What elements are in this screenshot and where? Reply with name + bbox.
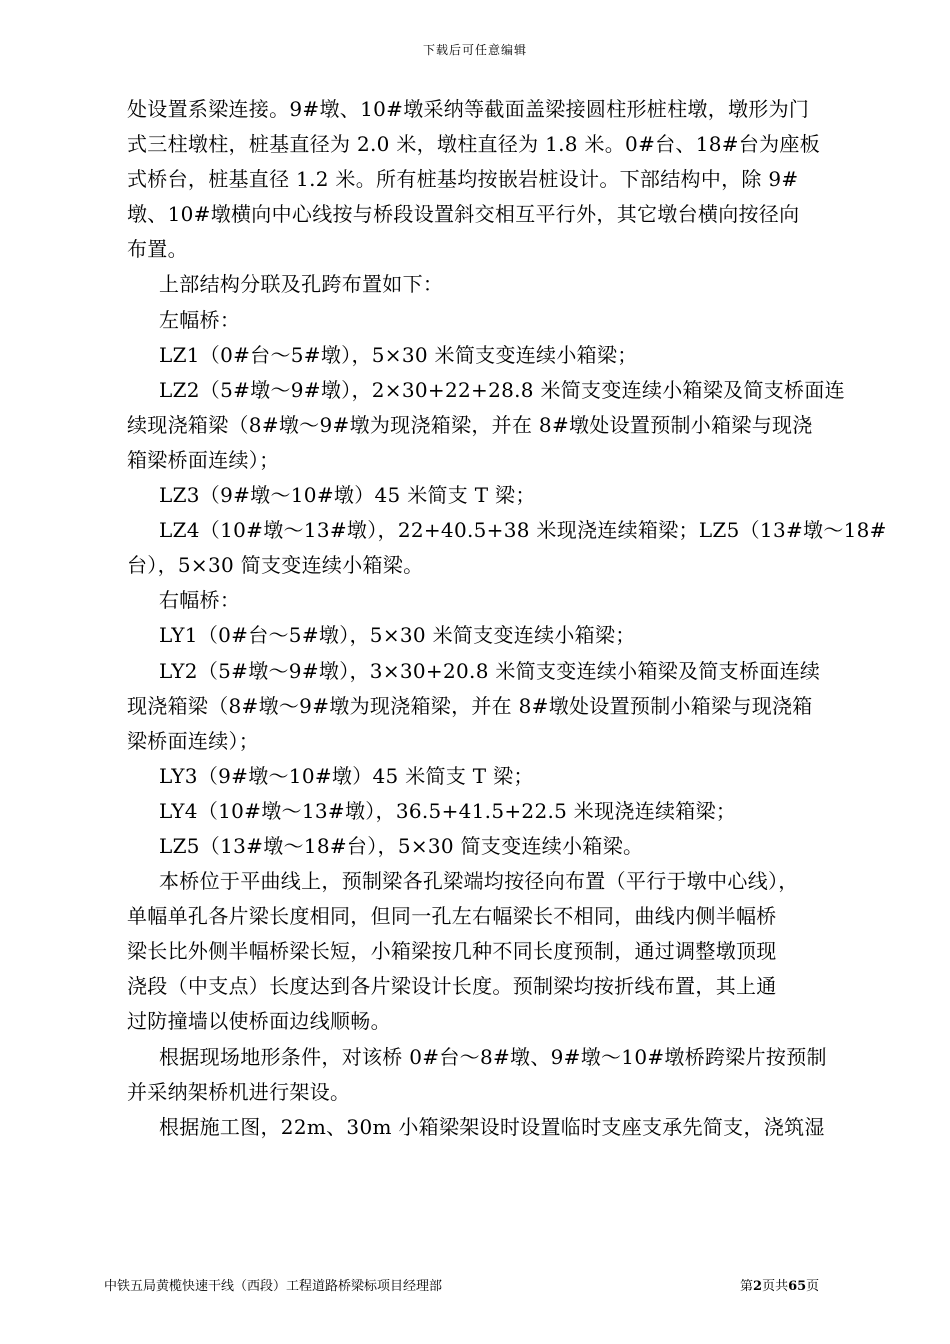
text-line: 本桥位于平曲线上，预制梁各孔梁端均按径向布置（平行于墩中心线）， <box>159 869 799 894</box>
text-line: LY3（9#墩～10#墩）45 米简支 T 梁； <box>159 763 534 788</box>
page-current: 2 <box>753 1279 763 1294</box>
text-line: 现浇箱梁（8#墩～9#墩为现浇箱梁，并在 8#墩处设置预制小箱梁与现浇箱 <box>127 693 813 718</box>
text-line: 上部结构分联及孔跨布置如下： <box>159 272 444 297</box>
text-line: 式三柱墩柱，桩基直径为 2.0 米，墩柱直径为 1.8 米。0#台、18#台为座板 <box>127 132 821 157</box>
text-line: 并采纳架桥机进行架设。 <box>127 1079 351 1104</box>
page-suffix: 页 <box>806 1279 820 1294</box>
text-line: 处设置系梁连接。9#墩、10#墩采纳等截面盖梁接圆柱形桩柱墩，墩形为门 <box>127 97 810 121</box>
text-line: 浇段（中支点）长度达到各片梁设计长度。预制梁均按折线布置，其上通 <box>127 974 777 999</box>
page-prefix: 第 <box>740 1279 754 1294</box>
text-line: 根据施工图，22m、30m 小箱梁架设时设置临时支座支承先简支，浇筑湿 <box>159 1114 825 1139</box>
page-total: 65 <box>788 1279 807 1294</box>
text-line: 左幅桥： <box>159 307 241 332</box>
text-line: LZ4（10#墩～13#墩），22+40.5+38 米现浇连续箱梁；LZ5（13#墩～18# <box>159 518 887 543</box>
text-line: 式桥台，桩基直径 1.2 米。所有桩基均按嵌岩桩设计。下部结构中，除 9# <box>127 167 799 192</box>
text-line: 布置。 <box>127 237 188 262</box>
page-header: 下载后可任意编辑 <box>422 43 527 57</box>
text-line: LZ3（9#墩～10#墩）45 米简支 T 梁； <box>159 483 536 508</box>
text-line: LZ2（5#墩～9#墩），2×30+22+28.8 米简支变连续小箱梁及简支桥面连 <box>159 377 845 402</box>
text-line: 梁桥面连续）； <box>127 728 260 753</box>
text-line: 根据现场地形条件，对该桥 0#台～8#墩、9#墩～10#墩桥跨梁片按预制 <box>159 1044 827 1069</box>
text-line: LY4（10#墩～13#墩），36.5+41.5+22.5 米现浇连续箱梁； <box>159 798 737 823</box>
footer-organization: 中铁五局黄榄快速干线（西段）工程道路桥梁标项目经理部 <box>104 1279 443 1294</box>
footer-page-number <box>740 1278 819 1296</box>
text-line: 墩、10#墩横向中心线按与桥段设置斜交相互平行外，其它墩台横向按径向 <box>127 202 800 227</box>
text-line: LY2（5#墩～9#墩），3×30+20.8 米简支变连续小箱梁及简支桥面连续 <box>159 658 821 683</box>
text-line: 过防撞墙以使桥面边线顺畅。 <box>127 1009 391 1034</box>
text-line: LZ1（0#台～5#墩），5×30 米简支变连续小箱梁； <box>159 342 638 367</box>
text-line: 梁长比外侧半幅桥梁长短，小箱梁按几种不同长度预制，通过调整墩顶现 <box>127 939 777 964</box>
text-line: 单幅单孔各片梁长度相同，但同一孔左右幅梁长不相同，曲线内侧半幅桥 <box>127 904 777 929</box>
document-body <box>127 92 887 1145</box>
page-middle: 页共 <box>762 1279 789 1294</box>
text-line: 箱梁桥面连续）； <box>127 447 280 472</box>
text-line: LZ5（13#墩～18#台），5×30 简支变连续小箱梁。 <box>159 833 644 858</box>
text-line: 续现浇箱梁（8#墩～9#墩为现浇箱梁，并在 8#墩处设置预制小箱梁与现浇 <box>127 412 813 437</box>
text-line: 右幅桥： <box>159 588 241 613</box>
text-line: LY1（0#台～5#墩），5×30 米简支变连续小箱梁； <box>159 623 636 648</box>
text-line: 台），5×30 简支变连续小箱梁。 <box>127 553 424 578</box>
